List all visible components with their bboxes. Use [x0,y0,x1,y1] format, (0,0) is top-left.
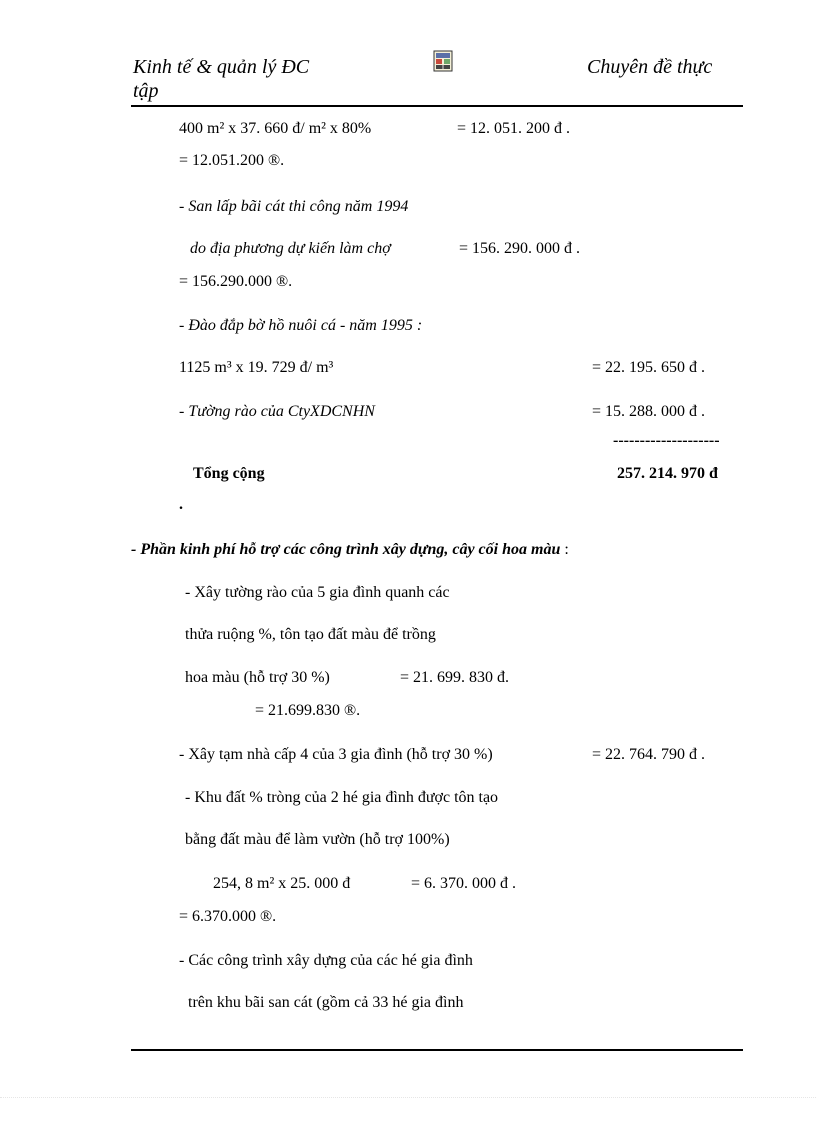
item-temp-houses: - Xây tạm nhà cấp 4 của 3 gia đình (hỗ trợ 30 %) [179,746,493,763]
item-household-works: - Các công trình xây dựng của các hé gia đình [179,952,473,969]
item-sand-leveling: - San lấp bãi cát thi công năm 1994 [179,198,409,215]
item-garden-land: - Khu đất % tròng của 2 hé gia đình được tôn tạo [185,789,499,806]
footer-rule [131,1049,743,1051]
total-value: 257. 214. 970 đ [617,465,718,482]
item-fence-company: - Tường rào của CtyXDCNHN [179,403,375,420]
result-garden-land: = 6.370.000 ®. [179,908,277,925]
value-fish-pond: = 22. 195. 650 đ . [592,359,706,376]
result-sand-leveling: = 156.290.000 ®. [179,273,293,290]
header-left-title-continued: tập [133,80,159,102]
section-heading-text: - Phần kinh phí hỗ trợ các công trình xây dựng, cây cối hoa màu [131,541,561,558]
header-rule [131,105,743,107]
stray-dot: . [179,496,183,513]
value-garden-land: = 6. 370. 000 đ . [411,875,517,892]
calc-result-land-400m2: = 12.051.200 ®. [179,152,285,169]
item-sand-leveling-detail: do địa phương dự kiến làm chợ [190,240,391,257]
item-fence-families: - Xây tường rào của 5 gia đình quanh các [185,584,450,601]
value-temp-houses: = 22. 764. 790 đ . [592,746,706,763]
total-label: Tổng cộng [193,465,265,482]
section-heading-support [131,542,569,558]
item-fence-families-cont: thửa ruộng %, tôn tạo đất màu để trồng [185,626,436,643]
value-sand-leveling: = 156. 290. 000 đ . [459,240,581,257]
calc-garden-land: 254, 8 m² x 25. 000 đ [213,875,351,892]
item-fish-pond: - Đào đắp bờ hồ nuôi cá - năm 1995 : [179,317,423,334]
book-emblem-icon [433,50,453,72]
page-bottom-dotted-line [0,1097,816,1098]
calc-fish-pond: 1125 m³ x 19. 729 đ/ m³ [179,359,334,376]
item-fence-families-support: hoa màu (hỗ trợ 30 %) [185,669,330,686]
value-fence-families: = 21. 699. 830 đ. [400,669,510,686]
result-fence-families: = 21.699.830 ®. [255,702,361,719]
calc-line-land-400m2: 400 m² x 37. 660 đ/ m² x 80% [179,120,372,137]
item-household-works-cont: trên khu bãi san cát (gồm cả 33 hé gia đình [188,994,464,1011]
calc-value-land-400m2: = 12. 051. 200 đ . [457,120,571,137]
item-garden-land-cont: bằng đất màu để làm vườn (hỗ trợ 100%) [185,831,450,848]
value-fence-company: = 15. 288. 000 đ . [592,403,706,420]
section-heading-colon: : [564,541,569,558]
header-left-title: Kinh tế & quản lý ĐC [133,56,310,78]
sum-separator: -------------------- [613,432,720,449]
header-right-title: Chuyên đề thực [587,56,713,78]
